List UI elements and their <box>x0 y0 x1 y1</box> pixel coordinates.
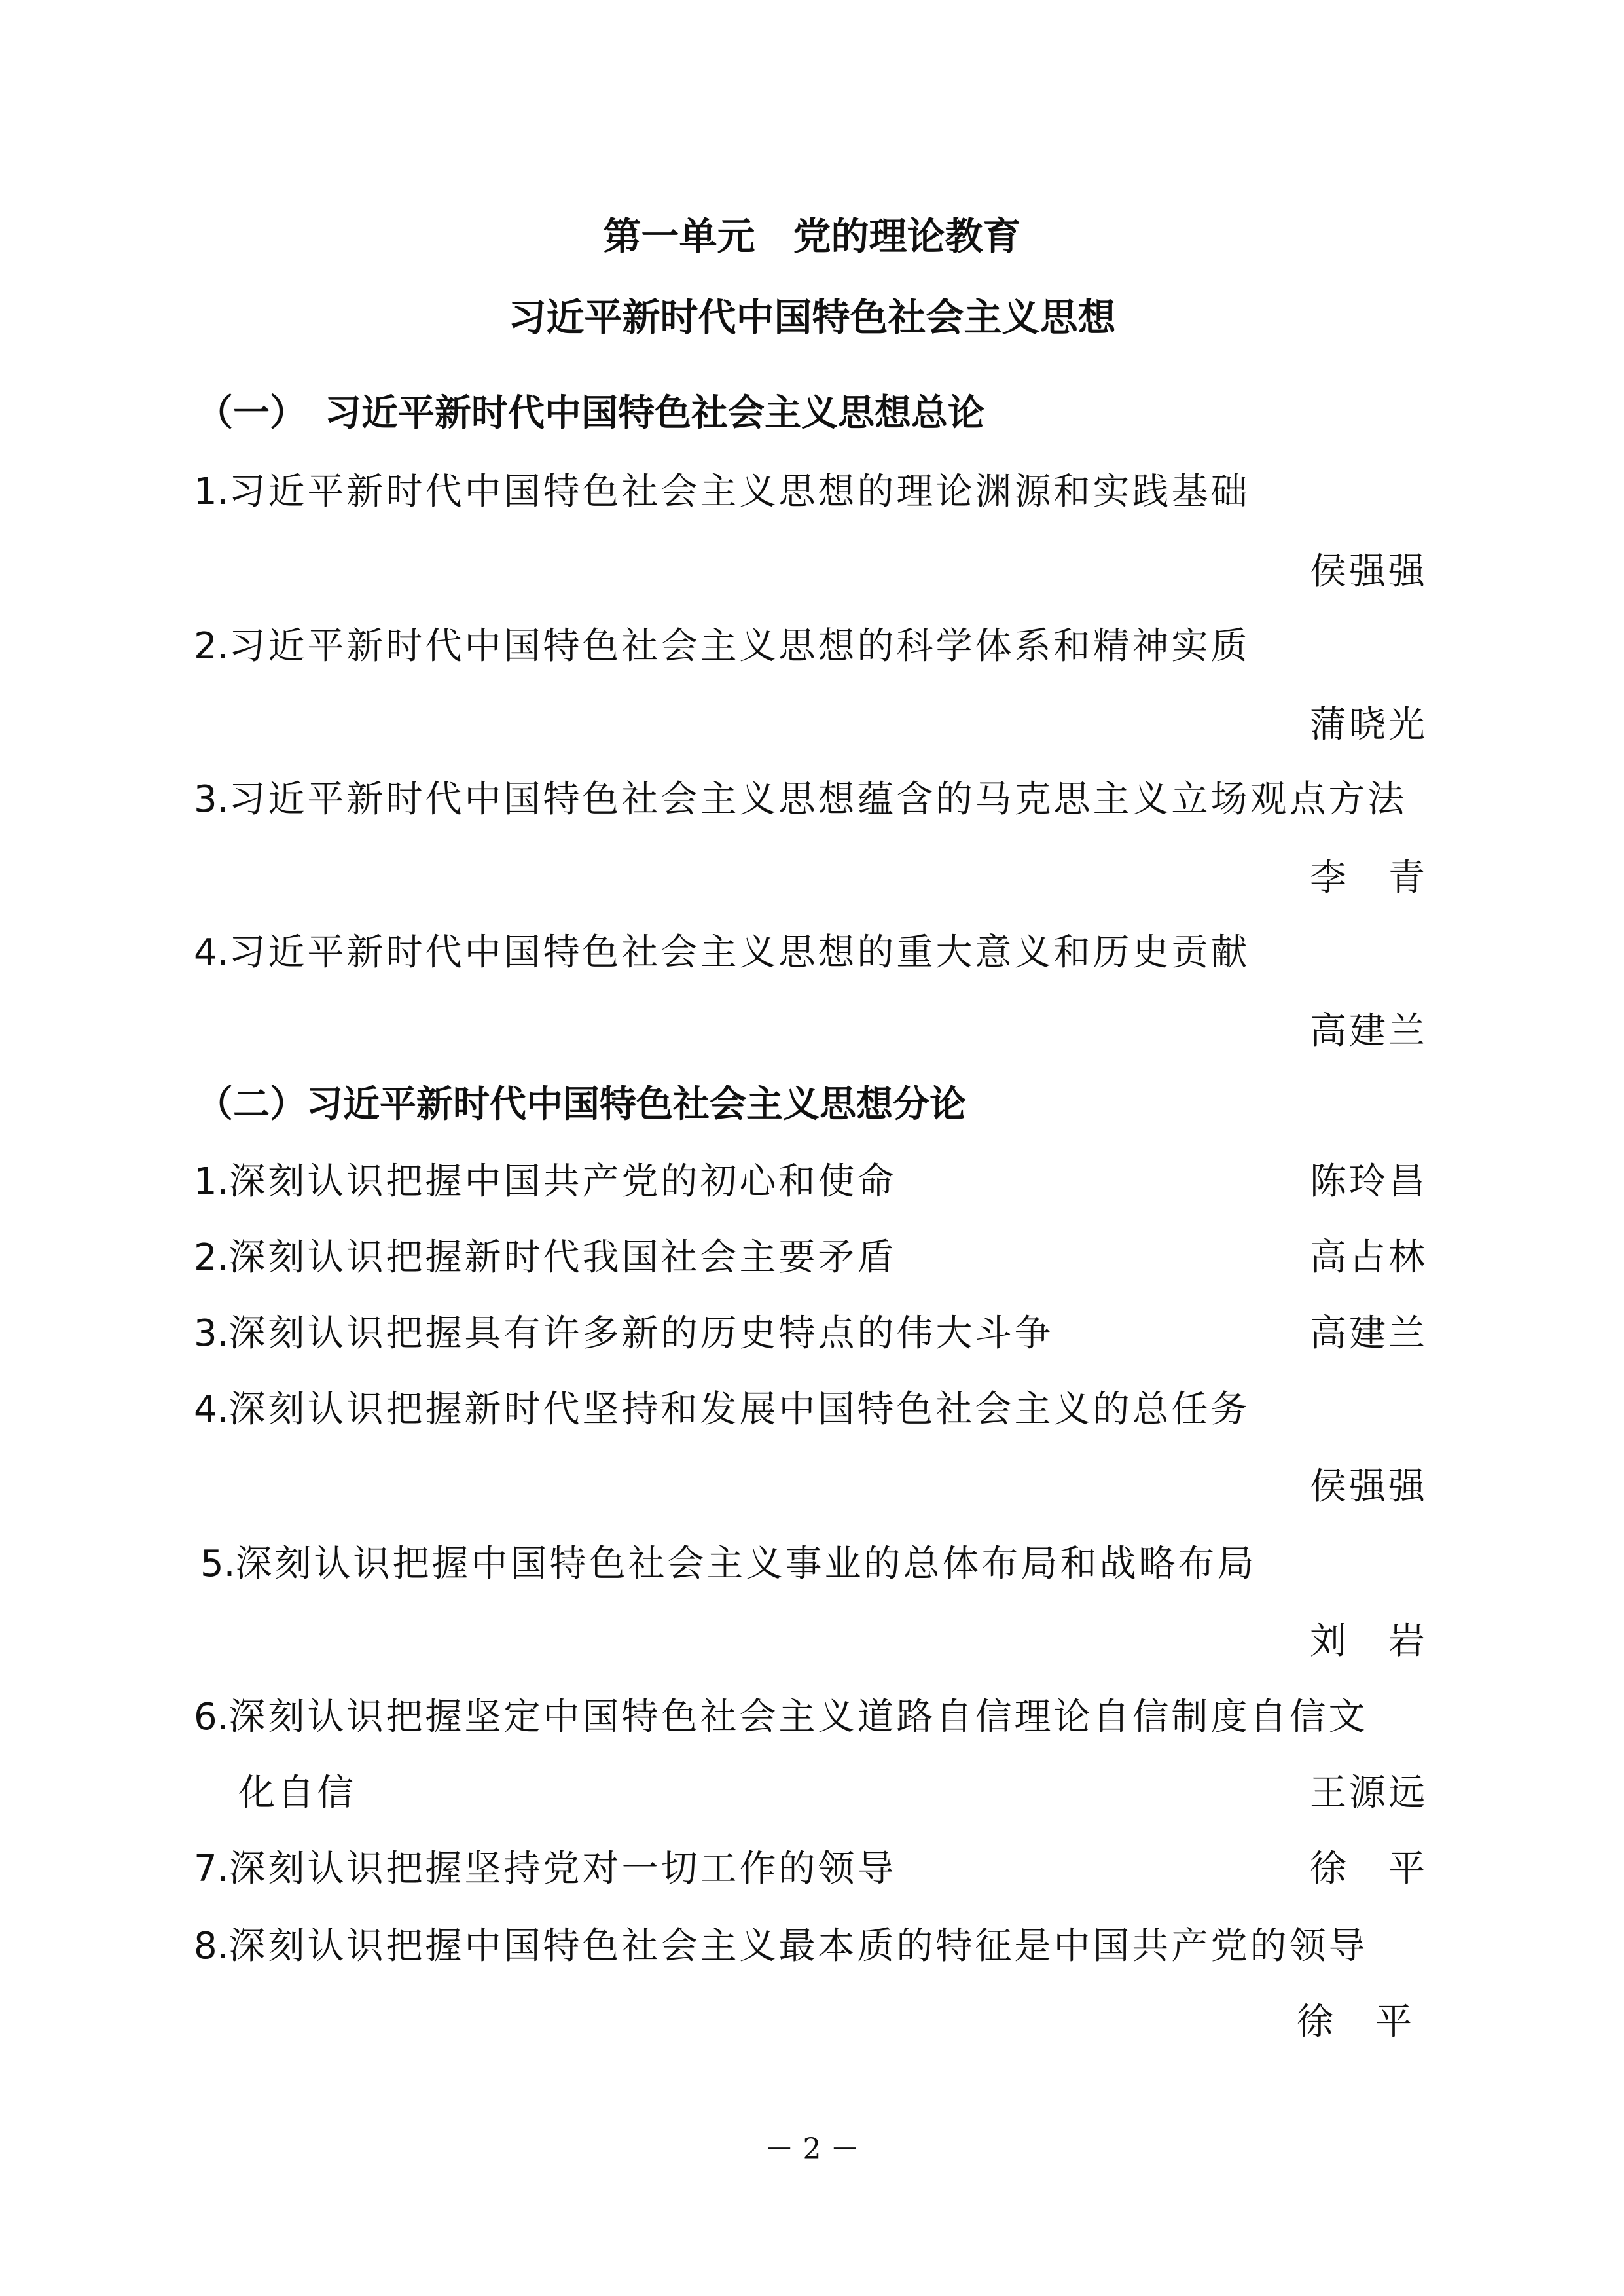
item-author: 刘 岩 <box>1310 1620 1428 1662</box>
item-number: 1. <box>194 1160 229 1203</box>
item-author: 高建兰 <box>1310 1312 1428 1355</box>
item-number: 3. <box>194 778 229 821</box>
section-heading-2: （二）习近平新时代中国特色社会主义思想分论 <box>196 1083 966 1126</box>
item-number: 7. <box>194 1848 229 1890</box>
item-number: 5. <box>200 1543 236 1585</box>
item-title: 习近平新时代中国特色社会主义思想的科学体系和精神实质 <box>228 625 1250 668</box>
item-number: 1. <box>194 471 229 513</box>
item-author: 王源远 <box>1310 1772 1428 1814</box>
item-title: 习近平新时代中国特色社会主义思想的理论渊源和实践基础 <box>228 471 1250 513</box>
item-author: 陈玲昌 <box>1310 1160 1428 1203</box>
item-number: 6. <box>194 1696 229 1738</box>
item-number: 4. <box>194 931 229 974</box>
item-author: 高建兰 <box>1310 1010 1428 1052</box>
document-subtitle: 习近平新时代中国特色社会主义思想 <box>508 295 1116 340</box>
page-number: － 2 － <box>765 2132 859 2166</box>
item-author: 李 青 <box>1310 857 1428 899</box>
item-title: 深刻认识把握中国共产党的初心和使命 <box>228 1160 897 1203</box>
item-title-continuation: 化自信 <box>238 1772 356 1814</box>
item-title: 习近平新时代中国特色社会主义思想蕴含的马克思主义立场观点方法 <box>228 778 1407 821</box>
item-author: 徐 平 <box>1297 2001 1415 2043</box>
item-number: 8. <box>194 1925 229 1967</box>
item-number: 4. <box>194 1388 229 1431</box>
item-number: 2. <box>194 625 229 668</box>
item-title: 深刻认识把握中国特色社会主义最本质的特征是中国共产党的领导 <box>228 1925 1368 1967</box>
item-number: 2. <box>194 1236 229 1279</box>
item-title: 深刻认识把握坚定中国特色社会主义道路自信理论自信制度自信文 <box>228 1696 1368 1738</box>
section-heading-1: （一） 习近平新时代中国特色社会主义思想总论 <box>196 392 984 435</box>
item-title: 深刻认识把握新时代我国社会主要矛盾 <box>228 1236 897 1279</box>
item-title: 习近平新时代中国特色社会主义思想的重大意义和历史贡献 <box>228 931 1250 974</box>
item-author: 徐 平 <box>1310 1848 1428 1890</box>
item-author: 高占林 <box>1310 1236 1428 1279</box>
item-title: 深刻认识把握具有许多新的历史特点的伟大斗争 <box>228 1312 1054 1355</box>
item-author: 侯强强 <box>1310 550 1428 593</box>
unit-title: 第一单元 党的理论教育 <box>603 214 1021 259</box>
item-title: 深刻认识把握中国特色社会主义事业的总体布局和战略布局 <box>235 1543 1257 1585</box>
item-author: 侯强强 <box>1310 1465 1428 1508</box>
item-title: 深刻认识把握坚持党对一切工作的领导 <box>228 1848 897 1890</box>
item-number: 3. <box>194 1312 229 1355</box>
item-title: 深刻认识把握新时代坚持和发展中国特色社会主义的总任务 <box>228 1388 1250 1431</box>
item-author: 蒲晓光 <box>1310 704 1428 746</box>
